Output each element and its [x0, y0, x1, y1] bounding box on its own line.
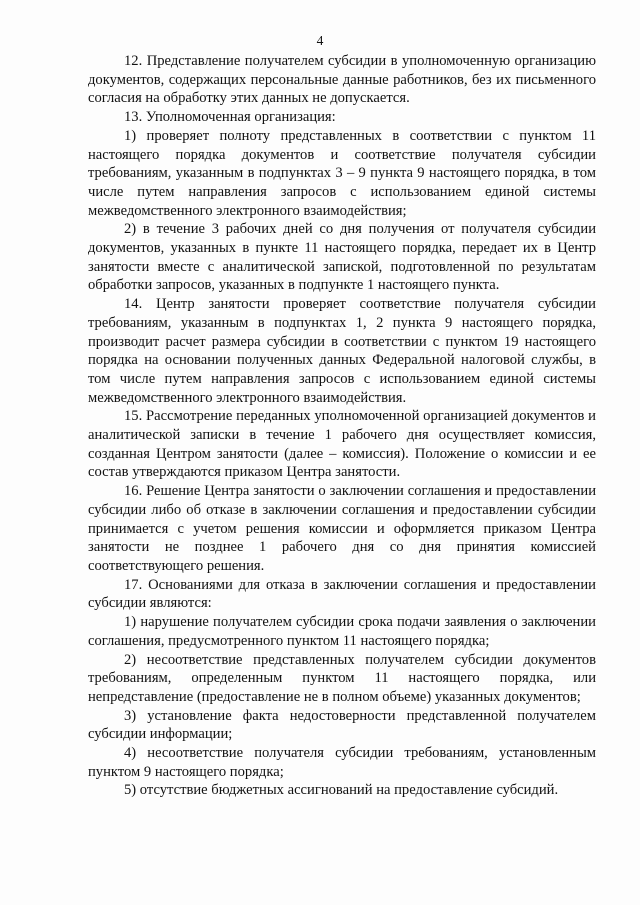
paragraph-17-item-1: 1) нарушение получателем субсидии срока подачи заявления о заключении соглашения, предусмотренного пунктом 11 настоящего порядка; [88, 614, 596, 649]
paragraph-17-item-4: 4) несоответствие получателя субсидии требованиям, установленным пунктом 9 настоящего порядка; [88, 745, 596, 780]
paragraph-12: 12. Представление получателем субсидии в уполномоченную организацию документов, содержащих персональные данные работников, без их письменного согласия на обработку этих данных не допускается. [88, 53, 596, 107]
paragraph-14: 14. Центр занятости проверяет соответствие получателя субсидии требованиям, указанным в подпунктах 1, 2 пункта 9 настоящего порядка, производит расчет размера субсидии в соответствии с пунктом 19 настоящего порядка на основании полученных данных Федеральной налоговой службы, в том числе путем направления запросов с использованием единой системы межведомственного электронного взаимодействия. [88, 296, 596, 406]
page-number: 4 [316, 33, 324, 48]
paragraph-17-item-5: 5) отсутствие бюджетных ассигнований на предоставление субсидий. [124, 782, 559, 799]
paragraph-15: 15. Рассмотрение переданных уполномоченной организацией документов и аналитической записки в течение 1 рабочего дня осуществляет комиссия, созданная Центром занятости (далее – комиссия). Положение о комиссии и ее состав утверждаются приказом Центра занятости. [88, 408, 596, 481]
paragraph-16: 16. Решение Центра занятости о заключении соглашения и предоставлении субсидии либо об отказе в заключении соглашения и предоставлении субсидии принимается с учетом решения комиссии и оформляется приказом Центра занятости не позднее 1 рабочего дня со дня принятия комиссией соответствующего решения. [88, 483, 596, 574]
paragraph-13-item-2: 2) в течение 3 рабочих дней со дня получения от получателя субсидии документов, указанных в пункте 11 настоящего порядка, передает их в Центр занятости вместе с аналитической запиской, подготовленной по результатам обработки запросов, указанных в подпункте 1 настоящего пункта. [88, 221, 596, 294]
paragraph-17-item-3: 3) установление факта недостоверности представленной получателем субсидии информации; [88, 707, 596, 743]
document-body [88, 52, 596, 800]
paragraph-13-item-1: 1) проверяет полноту представленных в соответствии с пунктом 11 настоящего порядка документов и соответствие получателя субсидии требованиям, указанным в подпунктах 3 – 9 пункта 9 настоящего порядка, в том числе путем направления запросов с использованием единой системы межведомственного электронного взаимодействия; [88, 127, 596, 219]
paragraph-17: 17. Основаниями для отказа в заключении соглашения и предоставлении субсидии являются: [88, 576, 596, 612]
paragraph-17-item-2: 2) несоответствие представленных получателем субсидии документов требованиям, определенным пунктом 11 настоящего порядка, или непредставление (предоставление не в полном объеме) указанных документов; [88, 651, 596, 705]
paragraph-13: 13. Уполномоченная организация: [124, 109, 336, 126]
